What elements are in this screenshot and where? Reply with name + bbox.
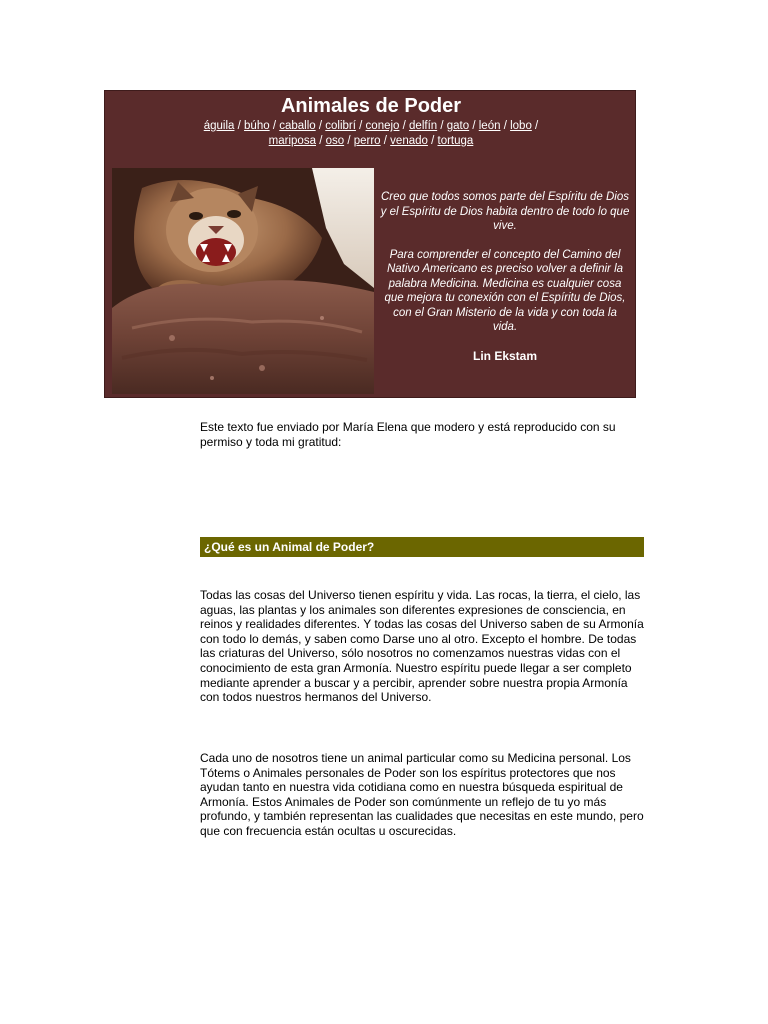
body-paragraph-2: Cada uno de nosotros tiene un animal particular como su Medicina personal. Los Tótems o Animales personales de Poder son los espíritus protectores que nos ayudan tanto en nuestra vida cotidiana como en nuestra búsqueda espiritual de Armonía. Estos Animales de Poder son comúnmente un reflejo de tu yo más profundo, y también representan las cualidades que necesitas en este mundo, pero que con frecuencia están ocultas u oscurecidas. xyxy=(200,751,644,838)
nav-separator: / xyxy=(402,120,410,132)
nav-link-caballo[interactable]: caballo xyxy=(279,120,316,132)
nav-separator: / xyxy=(472,120,479,132)
nav-link-lobo[interactable]: lobo xyxy=(510,120,532,132)
nav-link-buho[interactable]: búho xyxy=(244,120,270,132)
nav-separator: / xyxy=(359,120,366,132)
quote-box xyxy=(380,190,630,363)
nav-separator: / xyxy=(318,120,326,132)
body-paragraph-1: Todas las cosas del Universo tienen espíritu y vida. Las rocas, la tierra, el cielo, las aguas, las plantas y los animales son diferentes expresiones de consciencia, en reinos y realidades diferentes. Y todas las cosas del Universo saben de su Armonía con todo lo demás, y saben como Darse uno al otro. Excepto el hombre. De todas las criaturas del Universo, sólo nosotros no comenzamos nuestras vidas con el conocimiento de esta gran Armonía. Nuestro espíritu puede llegar a ser completo mediante aprender a buscar y a percibir, aprender sobre nuestra propia Armonía con todos nuestros hermanos del Universo. xyxy=(200,588,644,705)
quote-paragraph-2: Para comprender el concepto del Camino del Nativo Americano es preciso volver a definir la palabra Medicina. Medicina es cualquier cosa que mejora tu conexión con el Espíritu de Dios, con el Gran Misterio de la vida y con toda la vida. xyxy=(384,248,626,333)
quote-author: Lin Ekstam xyxy=(472,348,538,363)
nav-separator: / xyxy=(237,120,245,132)
animal-nav-row-2 xyxy=(105,134,637,149)
intro-text: Este texto fue enviado por María Elena que modero y está reproducido con su permiso y toda mi gratitud: xyxy=(200,420,616,449)
nav-separator: / xyxy=(319,135,326,147)
nav-separator: / xyxy=(503,120,511,132)
nav-link-mariposa[interactable]: mariposa xyxy=(268,135,316,147)
nav-separator: / xyxy=(440,120,447,132)
nav-link-delfin[interactable]: delfín xyxy=(409,120,438,132)
puma-photo xyxy=(112,168,374,394)
animal-nav-row-1 xyxy=(105,119,637,134)
nav-link-conejo[interactable]: conejo xyxy=(365,120,400,132)
nav-separator: / xyxy=(272,120,280,132)
nav-link-gato[interactable]: gato xyxy=(446,120,470,132)
nav-link-colibri[interactable]: colibrí xyxy=(325,120,356,132)
nav-link-perro[interactable]: perro xyxy=(353,135,381,147)
nav-separator: / xyxy=(383,135,391,147)
nav-link-leon[interactable]: león xyxy=(478,120,501,132)
quote-paragraph-1: Creo que todos somos parte del Espíritu de Dios y el Espíritu de Dios habita dentro de todo lo que vive. xyxy=(380,191,630,232)
header-banner xyxy=(104,90,636,398)
nav-separator: / xyxy=(347,135,354,147)
nav-link-oso[interactable]: oso xyxy=(325,135,345,147)
nav-separator: / xyxy=(535,120,539,132)
section-heading: ¿Qué es un Animal de Poder? xyxy=(200,537,644,557)
nav-separator: / xyxy=(431,135,438,147)
nav-link-venado[interactable]: venado xyxy=(390,135,428,147)
page-title: Animales de Poder xyxy=(280,95,462,117)
nav-link-aguila[interactable]: águila xyxy=(203,120,235,132)
nav-link-tortuga[interactable]: tortuga xyxy=(437,135,474,147)
